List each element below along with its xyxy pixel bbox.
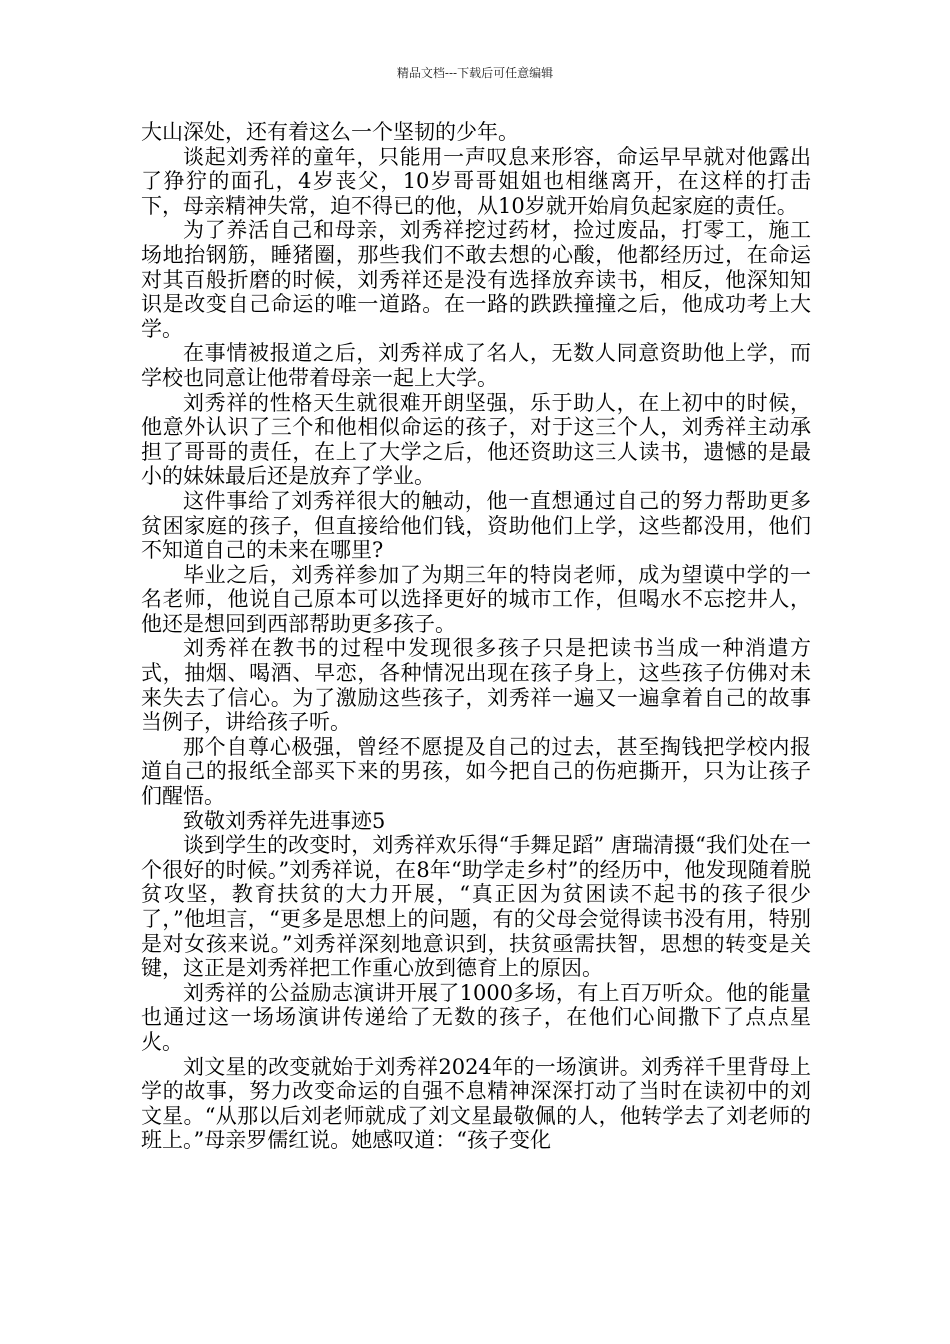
- document-body: [141, 120, 811, 1153]
- paragraph: 那个自尊心极强，曾经不愿提及自己的过去，甚至掏钱把学校内报道自己的报纸全部买下来的男孩，如今把自己的伤疤撕开，只为让孩子们醒悟。: [141, 734, 811, 809]
- paragraph: 刘文星的改变就始于刘秀祥2024年的一场演讲。刘秀祥千里背母上学的故事，努力改变命运的自强不息精神深深打动了当时在读初中的刘文星。“从那以后刘老师就成了刘文星最敬佩的人，他转学去了刘老师的班上。”母亲罗儒红说。她感叹道：“孩子变化: [141, 1054, 811, 1153]
- paragraph: 刘秀祥在教书的过程中发现很多孩子只是把读书当成一种消遣方式，抽烟、喝酒、早恋，各种情况出现在孩子身上，这些孩子仿佛对未来失去了信心。为了激励这些孩子，刘秀祥一遍又一遍拿着自己的故事当例子，讲给孩子听。: [141, 636, 811, 735]
- paragraph: 谈起刘秀祥的童年，只能用一声叹息来形容，命运早早就对他露出了狰狞的面孔，4岁丧父，10岁哥哥姐姐也相继离开，在这样的打击下，母亲精神失常，迫不得已的他，从10岁就开始肩负起家庭的责任。: [141, 144, 811, 218]
- paragraph: 刘秀祥的公益励志演讲开展了1000多场，有上百万听众。他的能量也通过这一场场演讲传递给了无数的孩子，在他们心间撒下了点点星火。: [141, 980, 811, 1054]
- paragraph: 为了养活自己和母亲，刘秀祥挖过药材，捡过废品，打零工，施工场地抬钢筋，睡猪圈，那些我们不敢去想的心酸，他都经历过，在命运对其百般折磨的时候，刘秀祥还是没有选择放弃读书，相反，他深知知识是改变自己命运的唯一道路。在一路的跌跌撞撞之后，他成功考上大学。: [141, 218, 811, 341]
- section-title: 致敬刘秀祥先进事迹5: [183, 808, 386, 833]
- paragraph: 毕业之后，刘秀祥参加了为期三年的特岗老师，成为望谟中学的一名老师，他说自己原本可以选择更好的城市工作，但喝水不忘挖井人，他还是想回到西部帮助更多孩子。: [141, 562, 811, 636]
- paragraph: 刘秀祥的性格天生就很难开朗坚强，乐于助人，在上初中的时候，他意外认识了三个和他相似命运的孩子，对于这三个人，刘秀祥主动承担了哥哥的责任，在上了大学之后，他还资助这三人读书，遗憾的是最小的妹妹最后还是放弃了学业。: [141, 390, 811, 489]
- paragraph: 谈到学生的改变时，刘秀祥欢乐得“手舞足蹈” 唐瑞清摄“我们处在一个很好的时候。”刘秀祥说，在8年“助学走乡村”的经历中，他发现随着脱贫攻坚，教育扶贫的大力开展，“真正因为贫困读不起书的孩子很少了，”他坦言，“更多是思想上的问题，有的父母会觉得读书没有用，特别是对女孩来说。”刘秀祥深刻地意识到，扶贫亟需扶智，思想的转变是关键，这正是刘秀祥把工作重心放到德育上的原因。: [141, 833, 811, 981]
- paragraph: 在事情被报道之后，刘秀祥成了名人，无数人同意资助他上学，而学校也同意让他带着母亲一起上大学。: [141, 341, 811, 390]
- page-header: 精品文档---下载后可任意编辑: [396, 66, 554, 80]
- paragraph: 这件事给了刘秀祥很大的触动，他一直想通过自己的努力帮助更多贫困家庭的孩子，但直接给他们钱，资助他们上学，这些都没用，他们不知道自己的未来在哪里?: [141, 488, 811, 563]
- paragraph: 大山深处，还有着这么一个坚韧的少年。: [141, 120, 519, 144]
